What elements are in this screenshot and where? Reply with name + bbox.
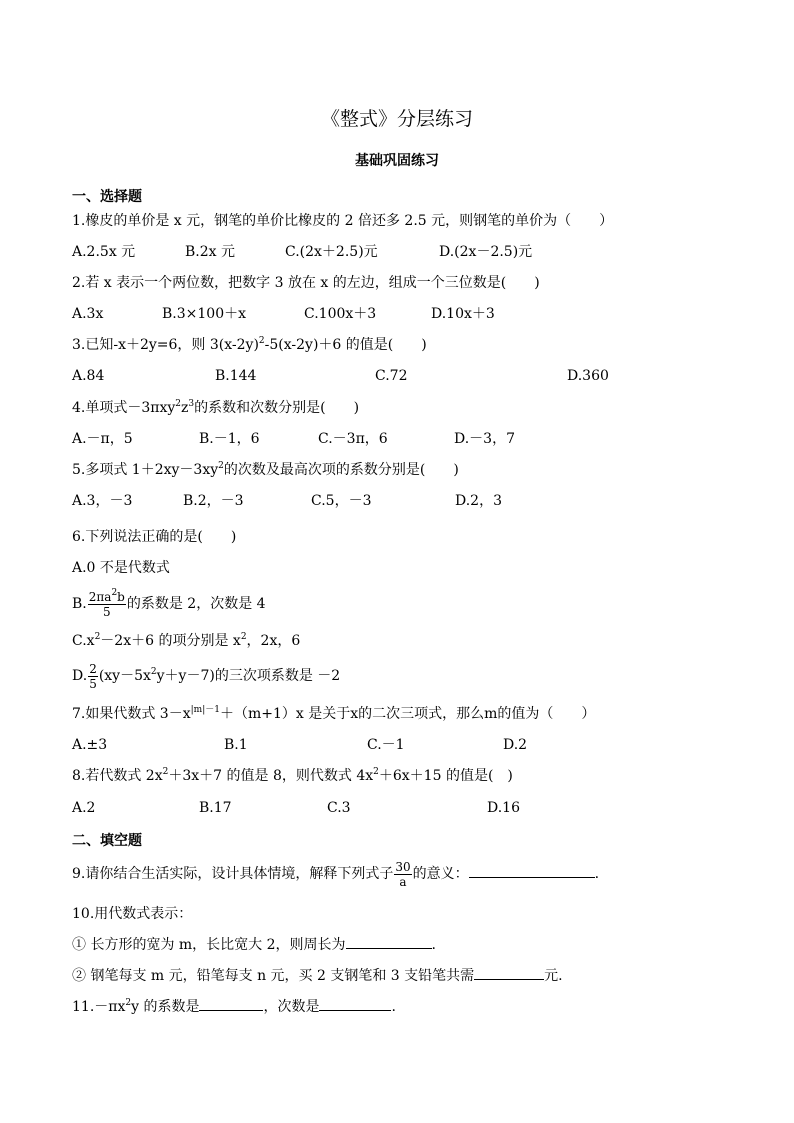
option-b: B.2，－3	[183, 493, 244, 509]
page-subtitle: 基础巩固练习	[355, 153, 439, 169]
question-8-stem: 8.若代数式 $2x^2+3x+7$ 的值是 8，则代数式 $4x^2+6x+15$ 的值是( )	[72, 767, 513, 784]
option-c: C.－3π，6	[318, 431, 388, 447]
option-a: A.3x	[72, 306, 104, 322]
answer-blank[interactable]	[469, 863, 595, 878]
page-title: 《整式》分层练习	[320, 108, 473, 130]
option-a: A.2.5x 元	[72, 244, 136, 260]
option-a: A.84	[72, 368, 105, 384]
option-b: B.3×100＋x	[162, 306, 246, 322]
option-d: D.10x＋3	[431, 306, 495, 322]
question-1-stem: 1.橡皮的单价是 x 元，钢笔的单价比橡皮的 2 倍还多 2.5 元，则钢笔的单价为（ ）	[72, 213, 614, 229]
option-b: B.1	[224, 737, 248, 753]
option-b: B.2x 元	[185, 244, 235, 260]
question-10-item-2: ② 钢笔每支 m 元，铅笔每支 n 元，买 2 支钢笔和 3 支铅笔共需 元.	[72, 965, 563, 986]
option-a: A.2	[72, 800, 96, 816]
question-3-stem: 3.已知-x＋2y=6，则 $3(x-2y)^2-5(x-2y)+6$ 的值是( )	[72, 336, 427, 353]
section-heading-choice: 一、选择题	[72, 189, 142, 205]
fraction: $\frac{2\pi a^2b}{5}$	[88, 587, 125, 619]
option-d: D.－3，7	[454, 431, 515, 447]
question-6-option-c: $C.x^2-2x+6$ 的项分别是 $x^2$，2x，6	[72, 632, 301, 649]
question-5-stem: 5.多项式 $1+2xy-3xy^2$的次数及最高次项的系数分别是( )	[72, 461, 459, 478]
option-b: B.144	[215, 368, 257, 384]
question-6-option-b: B. $\frac{2\pi a^2b}{5}$ 的系数是 2，次数是 4	[72, 587, 266, 619]
question-4-stem: 4.单项式$-3\pi xy^2z^3$的系数和次数分别是( )	[72, 399, 360, 416]
question-6-stem: 6.下列说法正确的是( )	[72, 529, 237, 545]
question-6-option-a: A.0 不是代数式	[72, 560, 170, 576]
option-c: C.72	[375, 368, 408, 384]
section-heading-fill: 二、填空题	[72, 833, 142, 849]
answer-blank[interactable]	[474, 965, 544, 980]
option-a: A.3，－3	[72, 493, 133, 509]
option-c: C.－1	[367, 737, 405, 753]
question-9-stem: 9.请你结合生活实际，设计具体情境，解释下列式子 $\frac{30}{a}$ 的意义： .	[72, 859, 600, 889]
question-10-item-1: ① 长方形的宽为 m，长比宽大 2，则周长为 .	[72, 934, 436, 955]
fraction: $\frac{2}{5}$	[89, 661, 97, 691]
option-a: A.±3	[72, 737, 108, 753]
option-d: D.2，3	[455, 493, 502, 509]
option-c: C.3	[327, 800, 351, 816]
question-2-stem: 2.若 x 表示一个两位数，把数字 3 放在 x 的左边，组成一个三位数是( )	[72, 275, 540, 291]
option-d: D.(2x－2.5)元	[439, 244, 533, 260]
option-d: D.360	[567, 368, 609, 384]
answer-blank[interactable]	[319, 996, 391, 1011]
option-b: B.17	[199, 800, 232, 816]
option-c: C.5，－3	[311, 493, 372, 509]
option-c: C.(2x＋2.5)元	[285, 244, 378, 260]
option-a: A.－π，5	[72, 431, 133, 447]
option-d: D.16	[487, 800, 520, 816]
answer-blank[interactable]	[199, 996, 263, 1011]
question-11-stem: $11.-\pi x^2y$ 的系数是 ，次数是 .	[72, 998, 396, 1015]
option-d: D.2	[503, 737, 528, 753]
question-10-stem: 10.用代数式表示：	[72, 906, 193, 922]
answer-blank[interactable]	[346, 934, 432, 949]
fraction: $\frac{30}{a}$	[395, 859, 411, 889]
question-7-stem: 7.如果代数式 $3-x^{|m|-1}+(m+1)x$ 是关于x的二次三项式，那么m的值为（ ）	[72, 705, 596, 722]
option-c: C.100x＋3	[304, 306, 377, 322]
question-6-option-d: D. $\frac{2}{5}$ $(xy-5x^2y+y-7)$的三次项系数是 －2	[72, 661, 341, 691]
option-b: B.－1，6	[199, 431, 260, 447]
